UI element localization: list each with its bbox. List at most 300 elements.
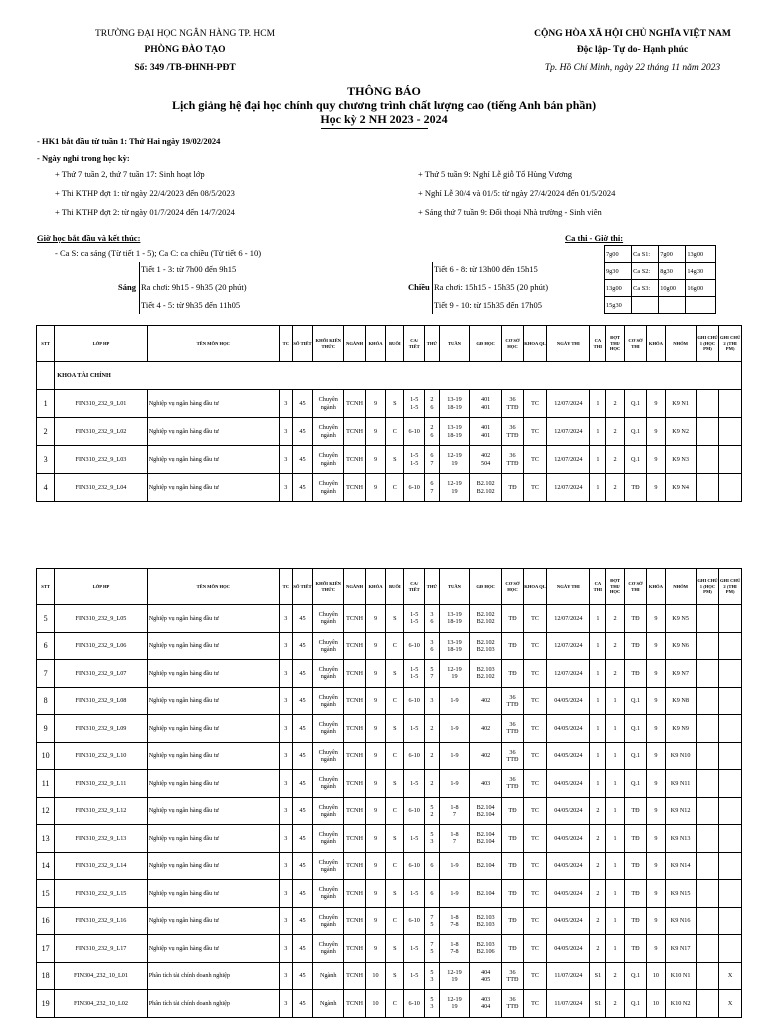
col-session: S xyxy=(386,825,404,853)
col-exam-campus: TĐ xyxy=(624,907,647,935)
col-campus: 36 TTĐ xyxy=(502,742,523,770)
table-row xyxy=(37,880,742,908)
col-weeks: 1-8 7-8 xyxy=(439,907,469,935)
col-weekday: 5 3 xyxy=(424,962,439,990)
col-room: B2.103 B2.103 xyxy=(470,907,502,935)
holiday-item: + Thứ 5 tuần 9: Nghỉ Lễ giỗ Tổ Hùng Vương xyxy=(418,169,573,179)
col-knowledge: Chuyên ngành xyxy=(313,660,344,688)
exam-time-cell xyxy=(659,297,686,314)
col-faculty: TC xyxy=(523,907,547,935)
col-note-1 xyxy=(696,446,719,474)
exam-time-cell: 9g30 xyxy=(605,263,632,280)
table-row xyxy=(37,907,742,935)
col-exam-round: 2 xyxy=(606,474,624,502)
exam-time-cell: Ca S2: xyxy=(632,263,659,280)
table-row xyxy=(37,605,742,633)
col-class: FIN310_232_9_L06 xyxy=(55,632,147,660)
col-campus: TĐ xyxy=(502,474,523,502)
col-exam-cohort: 9 xyxy=(647,907,665,935)
col-note-2 xyxy=(719,797,742,825)
exam-time-cell: 15g30 xyxy=(605,297,632,314)
col-course: Phân tích tài chính doanh nghiệp xyxy=(147,962,279,990)
col-credits: 3 xyxy=(279,742,292,770)
col-stt: 9 xyxy=(37,715,55,743)
col-exam-cohort: 9 xyxy=(647,797,665,825)
holiday-item: + Thi KTHP đợt 1: từ ngày 22/4/2023 đến 08/5/2023 xyxy=(55,188,235,198)
col-campus: 36 TTĐ xyxy=(502,990,523,1018)
col-shift: 6-10 xyxy=(404,418,424,446)
col-stt: 14 xyxy=(37,852,55,880)
col-weekday: 6 xyxy=(424,852,439,880)
col-credits: 3 xyxy=(279,852,292,880)
col-group: K9 N17 xyxy=(665,935,696,963)
column-header: GHI CHÚ 2 (THI PM) xyxy=(719,569,742,605)
col-exam-round: 1 xyxy=(606,687,624,715)
col-exam-campus: Q.1 xyxy=(624,418,647,446)
title-underline xyxy=(321,128,428,129)
col-exam-round: 1 xyxy=(606,770,624,798)
col-class: FIN310_232_9_L09 xyxy=(55,715,147,743)
col-campus: TĐ xyxy=(502,907,523,935)
col-class: FIN310_232_9_L01 xyxy=(55,390,147,418)
col-stt: 8 xyxy=(37,687,55,715)
department-name: PHÒNG ĐÀO TẠO xyxy=(144,45,226,55)
col-course: Nghiệp vụ ngân hàng đầu tư xyxy=(147,660,279,688)
holiday-item: + Nghỉ Lễ 30/4 và 01/5: từ ngày 27/4/2024 đến 01/5/2024 xyxy=(418,188,616,198)
col-note-2 xyxy=(719,852,742,880)
col-exam-date: 12/07/2024 xyxy=(547,605,590,633)
col-session: C xyxy=(386,474,404,502)
col-stt: 13 xyxy=(37,825,55,853)
col-stt: 4 xyxy=(37,474,55,502)
col-major: TCNH xyxy=(344,880,365,908)
col-course: Phân tích tài chính doanh nghiệp xyxy=(147,990,279,1018)
document-number: Số: 349 /TB-ĐHNH-PĐT xyxy=(134,63,236,73)
col-major: TCNH xyxy=(344,660,365,688)
table-row xyxy=(37,687,742,715)
col-major: TCNH xyxy=(344,825,365,853)
col-note-1 xyxy=(696,907,719,935)
col-session: C xyxy=(386,990,404,1018)
col-group: K9 N11 xyxy=(665,770,696,798)
column-header: ĐỢT THI/ HỌC xyxy=(606,569,624,605)
col-campus: TĐ xyxy=(502,880,523,908)
col-cohort: 9 xyxy=(365,907,385,935)
col-exam-campus: TĐ xyxy=(624,797,647,825)
column-header: NGÀNH xyxy=(344,326,365,362)
morning-period: Ra chơi: 9h15 - 9h35 (20 phút) xyxy=(141,282,247,292)
table-row xyxy=(37,742,742,770)
col-exam-round: 2 xyxy=(606,660,624,688)
col-group: K9 N15 xyxy=(665,880,696,908)
column-header: THỨ xyxy=(424,326,439,362)
column-header: CƠ SỞ HỌC xyxy=(502,569,523,605)
col-course: Nghiệp vụ ngân hàng đầu tư xyxy=(147,907,279,935)
col-room: B2.102 B2.103 xyxy=(470,632,502,660)
col-note-1 xyxy=(696,825,719,853)
col-knowledge: Chuyên ngành xyxy=(313,715,344,743)
col-exam-date: 12/07/2024 xyxy=(547,474,590,502)
column-header: STT xyxy=(37,326,55,362)
col-course: Nghiệp vụ ngân hàng đầu tư xyxy=(147,605,279,633)
table-row xyxy=(37,852,742,880)
column-header: BUỔI xyxy=(386,326,404,362)
column-header: NGÀY THI xyxy=(547,326,590,362)
exam-time-cell xyxy=(686,297,716,314)
col-periods: 45 xyxy=(292,715,312,743)
col-session: S xyxy=(386,962,404,990)
col-cohort: 9 xyxy=(365,687,385,715)
column-header: GĐ HỌC xyxy=(470,326,502,362)
col-exam-date: 12/07/2024 xyxy=(547,418,590,446)
col-note-2 xyxy=(719,907,742,935)
column-header: NHÓM xyxy=(665,569,696,605)
col-cohort: 9 xyxy=(365,660,385,688)
col-group: K9 N16 xyxy=(665,907,696,935)
col-shift: 1-5 xyxy=(404,880,424,908)
col-weeks: 1-9 xyxy=(439,687,469,715)
col-cohort: 10 xyxy=(365,990,385,1018)
col-course: Nghiệp vụ ngân hàng đầu tư xyxy=(147,935,279,963)
col-major: TCNH xyxy=(344,418,365,446)
col-group: K9 N3 xyxy=(665,446,696,474)
col-exam-date: 04/05/2024 xyxy=(547,715,590,743)
col-exam-cohort: 9 xyxy=(647,770,665,798)
col-note-2 xyxy=(719,605,742,633)
col-faculty: TC xyxy=(523,990,547,1018)
col-exam-shift: 1 xyxy=(590,418,606,446)
col-credits: 3 xyxy=(279,446,292,474)
col-exam-shift: 1 xyxy=(590,715,606,743)
col-weeks: 1-8 7 xyxy=(439,797,469,825)
holiday-item: + Thứ 7 tuần 2, thứ 7 tuần 17: Sinh hoạt lớp xyxy=(55,169,205,179)
table-row xyxy=(37,418,742,446)
col-exam-shift: 1 xyxy=(590,660,606,688)
col-course: Nghiệp vụ ngân hàng đầu tư xyxy=(147,390,279,418)
col-periods: 45 xyxy=(292,852,312,880)
morning-label: Sáng xyxy=(118,282,136,292)
table-row xyxy=(37,797,742,825)
col-class: FIN310_232_9_L12 xyxy=(55,797,147,825)
col-exam-round: 2 xyxy=(606,390,624,418)
col-room: B2.102 B2.102 xyxy=(470,605,502,633)
col-cohort: 10 xyxy=(365,962,385,990)
col-exam-round: 2 xyxy=(606,962,624,990)
col-faculty: TC xyxy=(523,418,547,446)
section-row xyxy=(37,362,742,390)
exam-time-row xyxy=(605,263,716,280)
col-faculty: TC xyxy=(523,390,547,418)
col-shift: 1-5 xyxy=(404,825,424,853)
col-note-1 xyxy=(696,852,719,880)
column-header: NGÀNH xyxy=(344,569,365,605)
notice-subtitle: Lịch giảng hệ đại học chính quy chương trình chất lượng cao (tiếng Anh bán phần) xyxy=(171,98,597,112)
col-cohort: 9 xyxy=(365,742,385,770)
col-note-1 xyxy=(696,687,719,715)
exam-time-row xyxy=(605,297,716,314)
col-major: TCNH xyxy=(344,852,365,880)
col-cohort: 9 xyxy=(365,390,385,418)
col-cohort: 9 xyxy=(365,605,385,633)
col-note-1 xyxy=(696,715,719,743)
col-major: TCNH xyxy=(344,446,365,474)
col-stt: 16 xyxy=(37,907,55,935)
col-faculty: TC xyxy=(523,742,547,770)
col-weekday: 2 xyxy=(424,715,439,743)
col-major: TCNH xyxy=(344,742,365,770)
col-note-2 xyxy=(719,418,742,446)
col-course: Nghiệp vụ ngân hàng đầu tư xyxy=(147,632,279,660)
col-course: Nghiệp vụ ngân hàng đầu tư xyxy=(147,742,279,770)
col-cohort: 9 xyxy=(365,715,385,743)
afternoon-bracket xyxy=(432,262,433,314)
column-header: SỐ TIẾT xyxy=(292,326,312,362)
table-row xyxy=(37,825,742,853)
exam-time-cell: 10g00 xyxy=(659,280,686,297)
col-credits: 3 xyxy=(279,660,292,688)
col-group: K10 N2 xyxy=(665,990,696,1018)
col-group: K9 N14 xyxy=(665,852,696,880)
col-exam-date: 12/07/2024 xyxy=(547,446,590,474)
afternoon-period: Tiết 9 - 10: từ 15h35 đến 17h05 xyxy=(434,300,542,310)
table-row xyxy=(37,990,742,1018)
table-row xyxy=(37,660,742,688)
col-weeks: 1-8 7-8 xyxy=(439,935,469,963)
col-periods: 45 xyxy=(292,880,312,908)
col-knowledge: Chuyên ngành xyxy=(313,632,344,660)
col-cohort: 9 xyxy=(365,852,385,880)
col-weekday: 3 xyxy=(424,687,439,715)
col-stt: 5 xyxy=(37,605,55,633)
col-campus: 36 TTĐ xyxy=(502,390,523,418)
col-exam-date: 04/05/2024 xyxy=(547,907,590,935)
col-periods: 45 xyxy=(292,687,312,715)
col-cohort: 9 xyxy=(365,935,385,963)
col-exam-campus: Q.1 xyxy=(624,687,647,715)
col-note-1 xyxy=(696,962,719,990)
col-course: Nghiệp vụ ngân hàng đầu tư xyxy=(147,474,279,502)
col-note-1 xyxy=(696,660,719,688)
col-note-2 xyxy=(719,715,742,743)
col-exam-cohort: 9 xyxy=(647,446,665,474)
exam-time-cell: 7g00 xyxy=(605,246,632,263)
col-weekday: 7 5 xyxy=(424,935,439,963)
col-campus: 36 TTĐ xyxy=(502,962,523,990)
col-room: 403 xyxy=(470,770,502,798)
col-stt: 18 xyxy=(37,962,55,990)
col-room: 402 xyxy=(470,687,502,715)
col-stt: 1 xyxy=(37,390,55,418)
col-exam-campus: Q.1 xyxy=(624,990,647,1018)
col-course: Nghiệp vụ ngân hàng đầu tư xyxy=(147,770,279,798)
col-major: TCNH xyxy=(344,632,365,660)
col-weekday: 2 6 xyxy=(424,390,439,418)
column-header: NGÀY THI xyxy=(547,569,590,605)
col-exam-campus: Q.1 xyxy=(624,770,647,798)
col-shift: 1-5 xyxy=(404,935,424,963)
col-exam-campus: TĐ xyxy=(624,825,647,853)
col-shift: 1-5 1-5 xyxy=(404,660,424,688)
col-note-2 xyxy=(719,632,742,660)
col-weekday: 7 5 xyxy=(424,907,439,935)
col-major: TCNH xyxy=(344,797,365,825)
col-credits: 3 xyxy=(279,390,292,418)
date-line: Tp. Hồ Chí Minh, ngày 22 tháng 11 năm 2023 xyxy=(544,63,721,73)
col-credits: 3 xyxy=(279,605,292,633)
col-faculty: TC xyxy=(523,962,547,990)
col-campus: TĐ xyxy=(502,660,523,688)
column-header: CA THI xyxy=(590,569,606,605)
col-note-1 xyxy=(696,880,719,908)
col-class: FIN310_232_9_L13 xyxy=(55,825,147,853)
col-exam-cohort: 9 xyxy=(647,418,665,446)
col-weekday: 5 7 xyxy=(424,660,439,688)
col-knowledge: Chuyên ngành xyxy=(313,797,344,825)
col-weeks: 1-9 xyxy=(439,715,469,743)
col-periods: 45 xyxy=(292,474,312,502)
column-header: KHỐI KIẾN THỨC xyxy=(313,569,344,605)
col-exam-cohort: 9 xyxy=(647,632,665,660)
col-exam-cohort: 9 xyxy=(647,715,665,743)
col-faculty: TC xyxy=(523,825,547,853)
column-header: CƠ SỞ THI xyxy=(624,569,647,605)
col-campus: 36 TTĐ xyxy=(502,446,523,474)
col-weeks: 12-19 19 xyxy=(439,660,469,688)
col-exam-shift: 1 xyxy=(590,687,606,715)
column-header: TC xyxy=(279,569,292,605)
col-knowledge: Chuyên ngành xyxy=(313,687,344,715)
col-session: C xyxy=(386,632,404,660)
col-campus: TĐ xyxy=(502,632,523,660)
col-faculty: TC xyxy=(523,446,547,474)
col-exam-date: 11/07/2024 xyxy=(547,990,590,1018)
col-exam-shift: 1 xyxy=(590,742,606,770)
col-campus: TĐ xyxy=(502,935,523,963)
col-session: C xyxy=(386,852,404,880)
col-room: B2.104 B2.104 xyxy=(470,797,502,825)
col-exam-campus: TĐ xyxy=(624,880,647,908)
col-room: B2.103 B2.102 xyxy=(470,660,502,688)
col-cohort: 9 xyxy=(365,797,385,825)
col-group: K9 N8 xyxy=(665,687,696,715)
column-header: KHÓA xyxy=(647,569,665,605)
col-credits: 3 xyxy=(279,474,292,502)
table-header-row xyxy=(37,326,742,362)
col-exam-cohort: 9 xyxy=(647,852,665,880)
col-shift: 6-10 xyxy=(404,852,424,880)
column-header: STT xyxy=(37,569,55,605)
col-major: TCNH xyxy=(344,715,365,743)
col-shift: 1-5 xyxy=(404,962,424,990)
table-row xyxy=(37,390,742,418)
col-exam-shift: 2 xyxy=(590,935,606,963)
col-campus: TĐ xyxy=(502,825,523,853)
col-exam-round: 1 xyxy=(606,797,624,825)
col-shift: 1-5 1-5 xyxy=(404,446,424,474)
col-major: TCNH xyxy=(344,474,365,502)
col-weekday: 2 6 xyxy=(424,418,439,446)
col-exam-date: 04/05/2024 xyxy=(547,687,590,715)
col-exam-shift: 1 xyxy=(590,605,606,633)
col-session: S xyxy=(386,880,404,908)
col-faculty: TC xyxy=(523,935,547,963)
col-shift: 6-10 xyxy=(404,907,424,935)
column-header: KHÓA xyxy=(365,569,385,605)
col-stt: 6 xyxy=(37,632,55,660)
semester-start-note: - HK1 bắt đầu từ tuần 1: Thứ Hai ngày 19/02/2024 xyxy=(37,136,221,146)
schedule-table-1 xyxy=(36,325,742,502)
col-exam-date: 04/05/2024 xyxy=(547,852,590,880)
col-exam-date: 12/07/2024 xyxy=(547,632,590,660)
col-exam-cohort: 9 xyxy=(647,825,665,853)
col-periods: 45 xyxy=(292,660,312,688)
col-class: FIN310_232_9_L07 xyxy=(55,660,147,688)
col-room: 404 405 xyxy=(470,962,502,990)
col-major: TCNH xyxy=(344,390,365,418)
col-weeks: 13-19 18-19 xyxy=(439,632,469,660)
column-header: SỐ TIẾT xyxy=(292,569,312,605)
col-note-1 xyxy=(696,390,719,418)
col-exam-round: 1 xyxy=(606,825,624,853)
column-header: CƠ SỞ THI xyxy=(624,326,647,362)
col-note-1 xyxy=(696,474,719,502)
col-faculty: TC xyxy=(523,605,547,633)
column-header: GĐ HỌC xyxy=(470,569,502,605)
col-exam-date: 04/05/2024 xyxy=(547,825,590,853)
column-header: TUẦN xyxy=(439,569,469,605)
col-exam-shift: 2 xyxy=(590,907,606,935)
col-course: Nghiệp vụ ngân hàng đầu tư xyxy=(147,825,279,853)
table-row xyxy=(37,962,742,990)
col-exam-shift: 1 xyxy=(590,474,606,502)
semester-title: Học kỳ 2 NH 2023 - 2024 xyxy=(320,112,448,126)
col-session: S xyxy=(386,770,404,798)
col-shift: 1-5 xyxy=(404,715,424,743)
col-course: Nghiệp vụ ngân hàng đầu tư xyxy=(147,852,279,880)
col-stt: 7 xyxy=(37,660,55,688)
col-weekday: 3 6 xyxy=(424,605,439,633)
col-note-1 xyxy=(696,797,719,825)
col-knowledge: Chuyên ngành xyxy=(313,852,344,880)
col-cohort: 9 xyxy=(365,418,385,446)
col-exam-shift: 1 xyxy=(590,446,606,474)
col-weeks: 12-19 19 xyxy=(439,962,469,990)
col-exam-cohort: 9 xyxy=(647,742,665,770)
col-credits: 3 xyxy=(279,962,292,990)
col-room: B2.102 B2.102 xyxy=(470,474,502,502)
col-credits: 3 xyxy=(279,907,292,935)
col-class: FIN304_232_10_L02 xyxy=(55,990,147,1018)
col-room: 402 xyxy=(470,742,502,770)
col-weekday: 5 2 xyxy=(424,797,439,825)
col-weekday: 3 6 xyxy=(424,632,439,660)
column-header: LỚP HP xyxy=(55,326,147,362)
col-group: K9 N7 xyxy=(665,660,696,688)
column-header: THỨ xyxy=(424,569,439,605)
col-exam-cohort: 9 xyxy=(647,605,665,633)
col-major: TCNH xyxy=(344,990,365,1018)
col-exam-date: 04/05/2024 xyxy=(547,742,590,770)
col-periods: 45 xyxy=(292,770,312,798)
col-campus: 36 TTĐ xyxy=(502,715,523,743)
column-header: ĐỢT THI/ HỌC xyxy=(606,326,624,362)
column-header: CƠ SỞ HỌC xyxy=(502,326,523,362)
col-weeks: 1-9 xyxy=(439,770,469,798)
col-class: FIN310_232_9_L15 xyxy=(55,880,147,908)
col-exam-shift: 1 xyxy=(590,632,606,660)
col-note-2 xyxy=(719,825,742,853)
col-class: FIN310_232_9_L10 xyxy=(55,742,147,770)
